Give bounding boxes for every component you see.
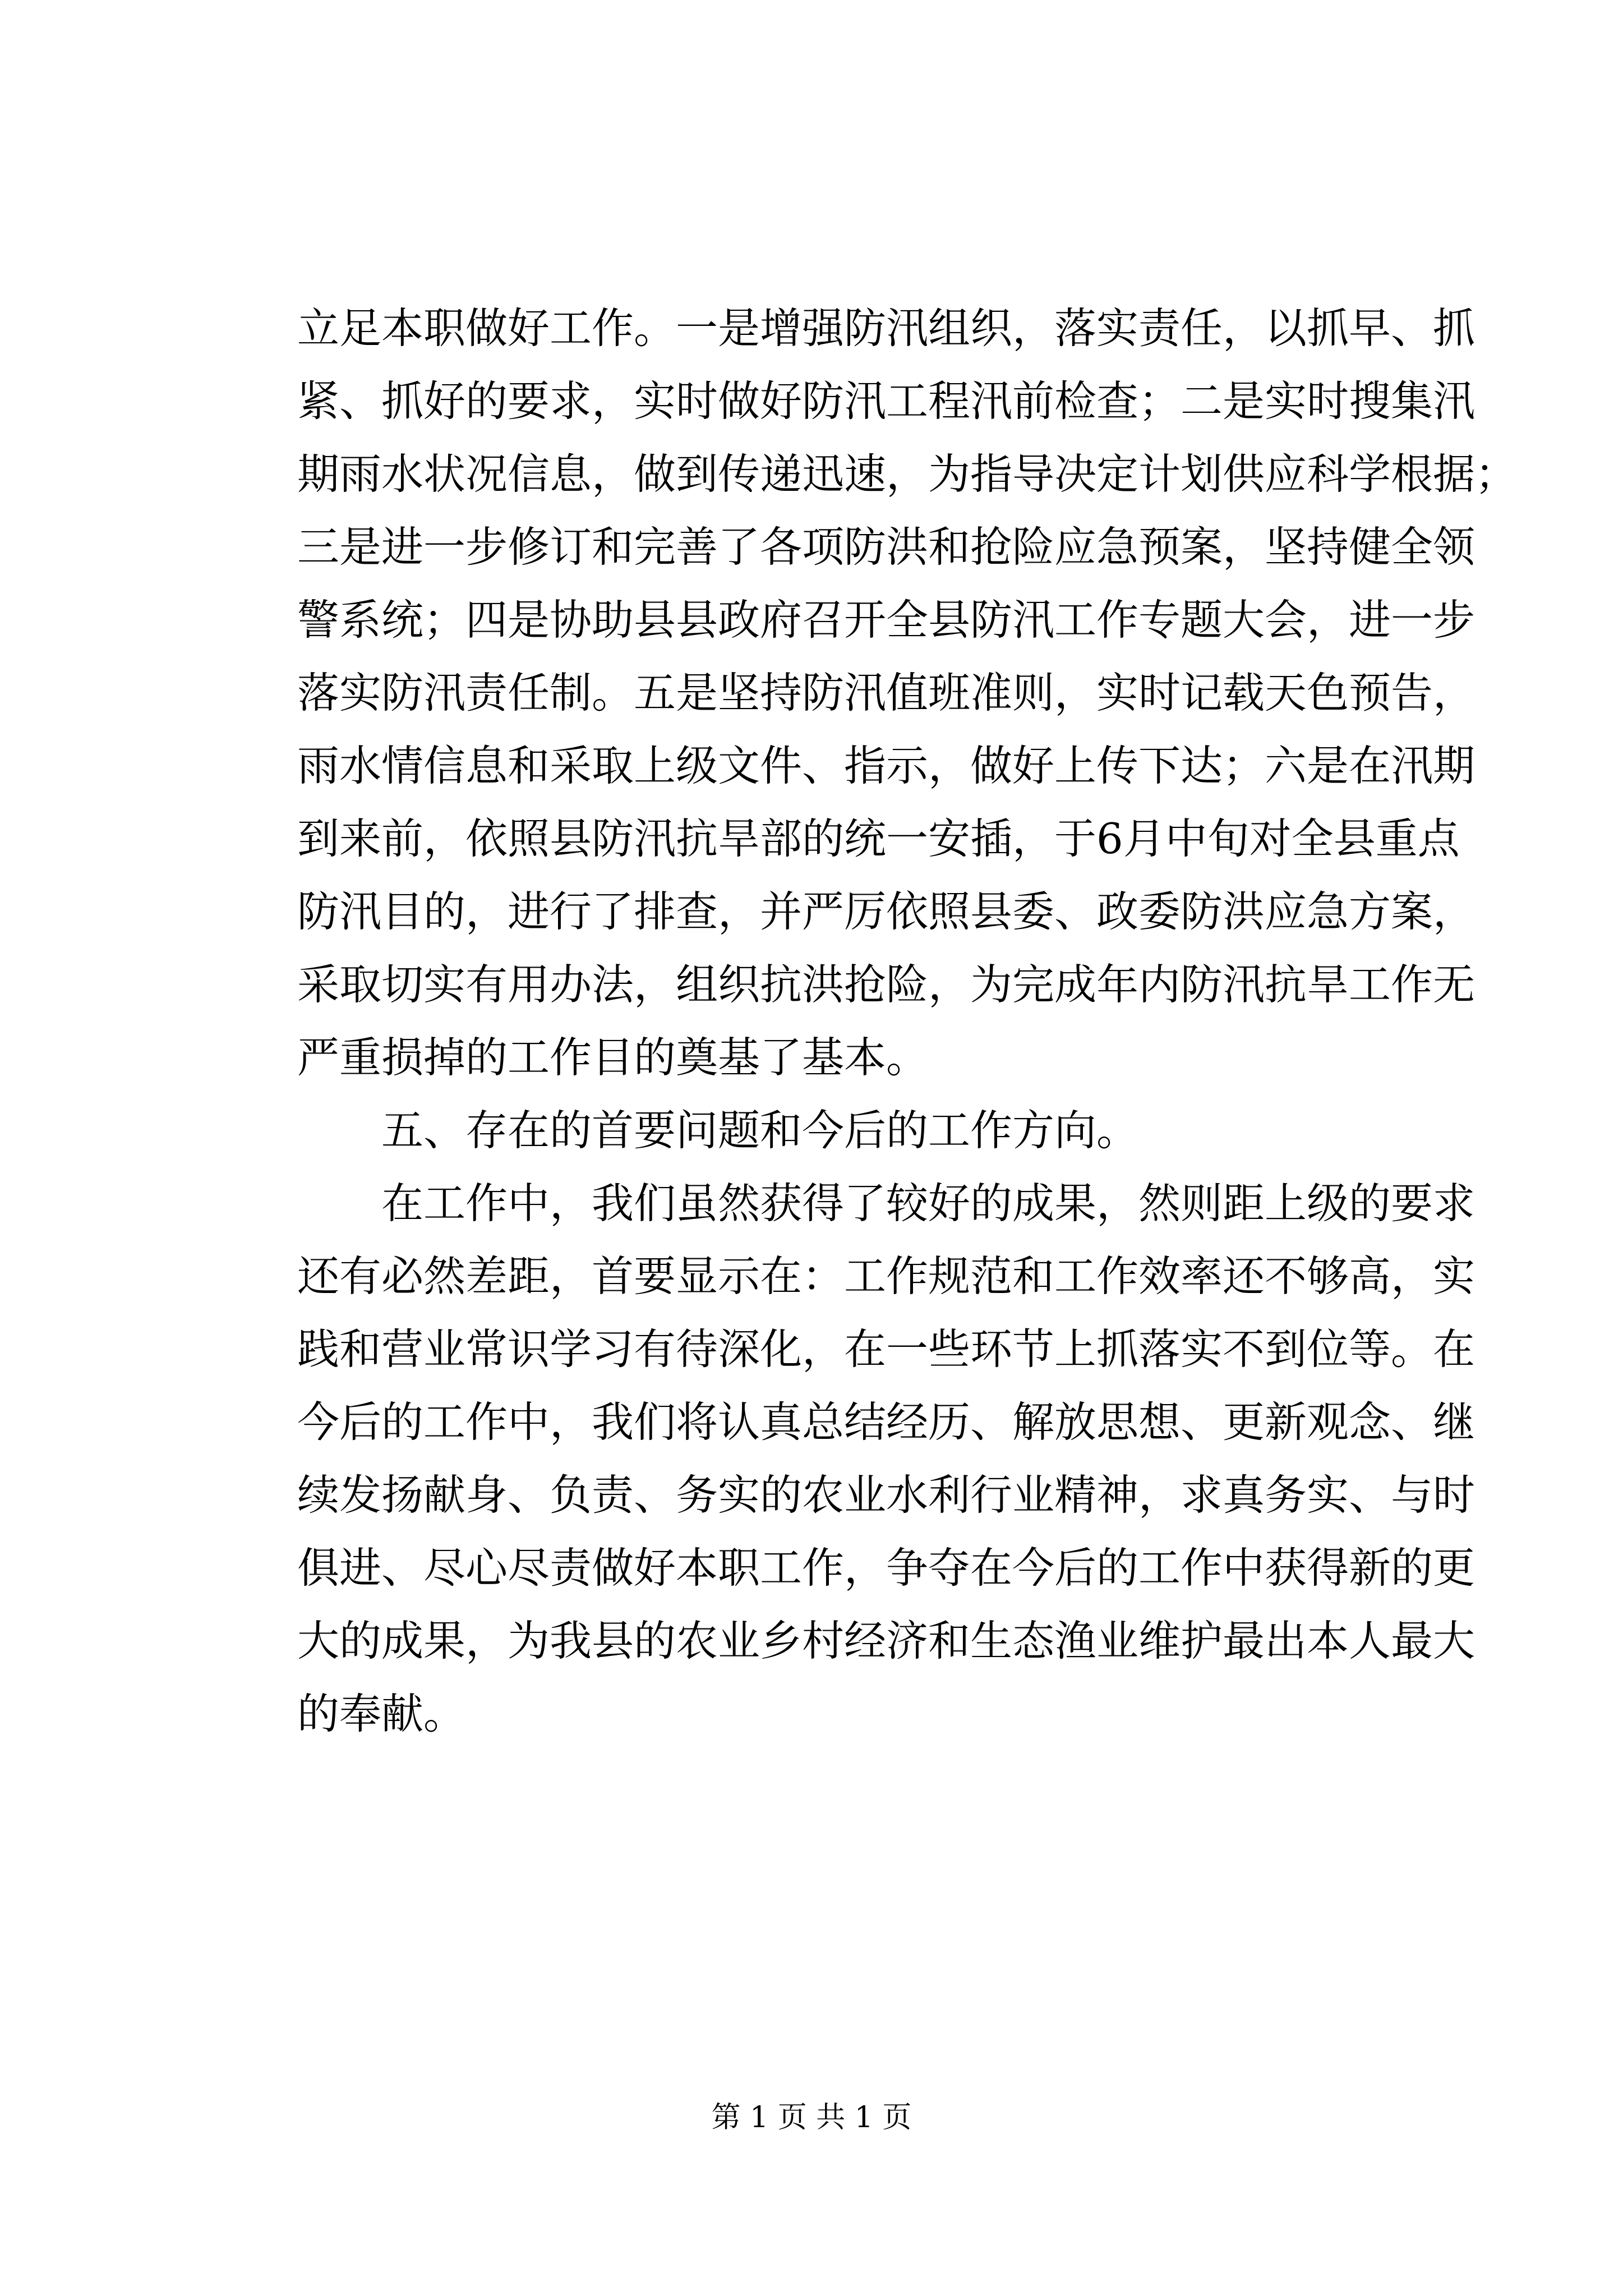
paragraph-3-line-8: 的奉献。	[297, 1689, 466, 1738]
paragraph-1-line-11: 严重损掉的工作目的奠基了基本。	[297, 1033, 929, 1082]
paragraph-1-line-2: 紧、抓好的要求，实时做好防汛工程汛前检查；二是实时搜集汛	[297, 376, 1476, 426]
paragraph-3-line-7: 大的成果，为我县的农业乡村经济和生态渔业维护最出本人最大	[297, 1616, 1476, 1665]
paragraph-3-line-1: 在工作中，我们虽然获得了较好的成果，然则距上级的要求	[381, 1179, 1476, 1228]
section-heading: 五、存在的首要问题和今后的工作方向。	[381, 1106, 1139, 1155]
paragraph-3-line-2: 还有必然差距，首要显示在：工作规范和工作效率还不够高，实	[297, 1251, 1476, 1301]
paragraph-3-line-3: 践和营业常识学习有待深化，在一些环节上抓落实不到位等。在	[297, 1324, 1476, 1374]
paragraph-1-line-4: 三是进一步修订和完善了各项防洪和抢险应急预案，坚持健全领	[297, 522, 1476, 572]
document-body	[297, 292, 1518, 1750]
paragraph-1-line-10: 采取切实有用办法，组织抗洪抢险，为完成年内防汛抗旱工作无	[297, 960, 1476, 1009]
paragraph-1-line-5: 警系统；四是协助县县政府召开全县防汛工作专题大会，进一步	[297, 595, 1476, 645]
paragraph-3-line-4: 今后的工作中，我们将认真总结经历、解放思想、更新观念、继	[297, 1397, 1476, 1447]
paragraph-3-line-6: 俱进、尽心尽责做好本职工作，争夺在今后的工作中获得新的更	[297, 1543, 1476, 1593]
paragraph-1-line-3: 期雨水状况信息，做到传递迅速，为指导决定计划供应科学根据；	[297, 449, 1518, 499]
paragraph-1-line-6: 落实防汛责任制。五是坚持防汛值班准则，实时记载天色预告，	[297, 668, 1476, 717]
paragraph-1-line-9: 防汛目的，进行了排查，并严厉依照县委、政委防洪应急方案，	[297, 887, 1476, 936]
paragraph-1-line-8: 到来前，依照县防汛抗旱部的统一安插，于6月中旬对全县重点	[297, 814, 1460, 863]
paragraph-1-line-1: 立足本职做好工作。一是增强防汛组织，落实责任，以抓早、抓	[297, 303, 1476, 353]
paragraph-1-line-7: 雨水情信息和采取上级文件、指示，做好上传下达；六是在汛期	[297, 741, 1476, 790]
paragraph-3-line-5: 续发扬献身、负责、务实的农业水利行业精神，求真务实、与时	[297, 1470, 1476, 1520]
page-number-footer: 第 1 页 共 1 页	[711, 2101, 912, 2134]
